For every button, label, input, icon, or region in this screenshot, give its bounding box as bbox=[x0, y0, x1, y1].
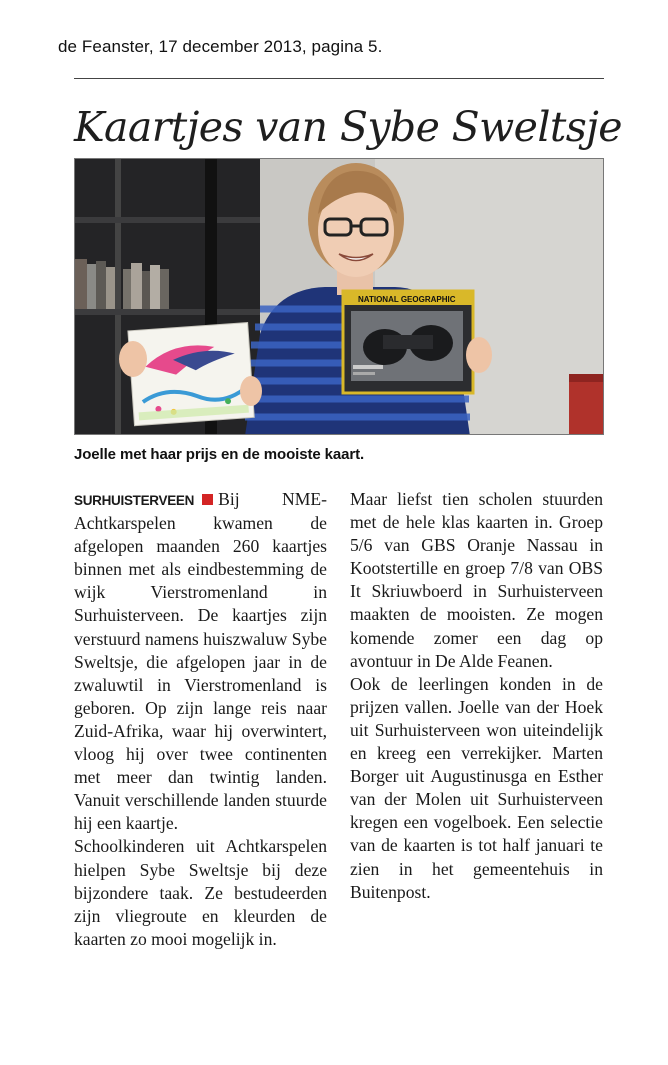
source-line: de Feanster, 17 december 2013, pagina 5. bbox=[58, 37, 383, 56]
red-square-icon bbox=[202, 494, 213, 505]
dateline: SURHUISTERVEEN bbox=[74, 493, 195, 508]
box-brand-label: NATIONAL GEOGRAPHIC bbox=[358, 295, 456, 304]
article-paragraph-3: Ook de leerlingen konden in de prijzen vallen. Joelle van der Hoek uit Surhuisterveen won uiteindelijk en kreeg een verrekijker. Marten Borger uit Augustinusga en Esther van der Molen uit Surhuisterveen kregen een vogelboek. Een selectie van de kaarten is tot half januari te zien in het gemeentehuis in Buitenpost. bbox=[350, 673, 603, 902]
article-lead-paragraph: SURHUISTERVEEN Bij NME-Achtkarspelen kwamen de afgelopen maanden 260 kaartjes binnen met als eindbestemming de wijk Vierstromenland in Surhuisterveen. De kaartjes zijn verstuurd namens huiszwaluw Sybe Sweltsje, die afgelopen jaar in de zwaluwtil in Vierstromenland is geboren. Op zijn lange reis naar Zuid-Afrika, waar hij overwintert, vloog hij over twee continenten met meer dan twintig landen. Vanuit verschillende landen stuurde hij een kaartje. bbox=[74, 489, 327, 834]
article-photo bbox=[74, 158, 604, 435]
headline: Kaartjes van Sybe Sweltsje bbox=[74, 103, 622, 151]
article-paragraph-2-continued: Maar liefst tien scholen stuurden met de hele klas kaarten in. Groep 5/6 van GBS Oranje Nassau in Kootstertille en groep 7/8 van OBS It Skriuwboerd in Surhuisterveen maakten de mooisten. Ze mogen komende zomer een dag op avontuur in De Alde Feanen. bbox=[350, 489, 603, 671]
photo-caption: Joelle met haar prijs en de mooiste kaart. bbox=[74, 446, 365, 463]
top-rule bbox=[74, 78, 604, 79]
article-paragraph-2: Schoolkinderen uit Achtkarspelen hielpen Sybe Sweltsje bij deze bijzondere taak. Ze bestudeerden zijn vliegroute en kleurden de kaarten zo mooi mogelijk in. bbox=[74, 836, 327, 949]
article-column-left bbox=[74, 488, 327, 951]
article-column-right bbox=[350, 488, 603, 904]
